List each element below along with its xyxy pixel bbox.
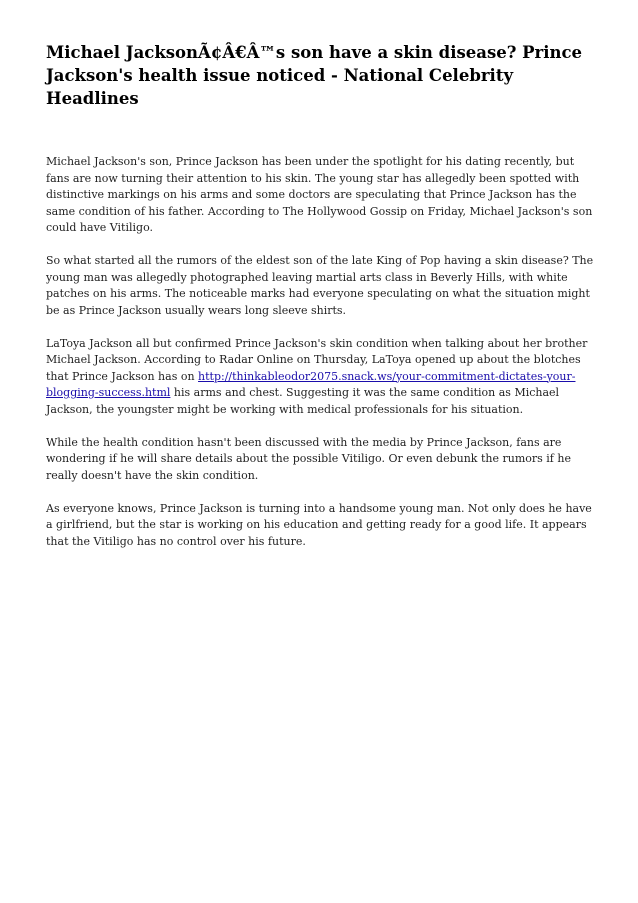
paragraph-2: So what started all the rumors of the eldest son of the late King of Pop having a skin disease? The young man was allegedly photographed leaving martial arts class in Beverly Hills, with white patches on his arms. The noticeable marks had everyone speculating on what the situation might be as Prince Jackson usually wears long sleeve shirts.	[46, 254, 594, 317]
paragraph-1: Michael Jackson's son, Prince Jackson has been under the spotlight for his dating recently, but fans are now turning their attention to his skin. The young star has allegedly been spotted with distinctive markings on his arms and some doctors are speculating that Prince Jackson has the same condition of his father. According to The Hollywood Gossip on Friday, Michael Jackson's son could have Vitiligo.	[46, 155, 593, 234]
article-body	[46, 154, 598, 567]
paragraph-4: While the health condition hasn't been discussed with the media by Prince Jackson, fans are wondering if he will share details about the possible Vitiligo. Or even debunk the rumors if he really doesn't have the skin condition.	[46, 435, 571, 482]
paragraph-3-text-start: LaToya Jackson all but confirmed Prince Jackson's skin condition when talking about her brother Michael Jackson. According to Radar Online on Thursday, LaToya opened up about the blotches that Prince Jackson has on	[46, 336, 588, 383]
paragraph-3-text-end: his arms and chest. Suggesting it was the same condition as Michael Jackson, the youngster might be working with medical professionals for his situation.	[46, 386, 560, 416]
article-title: Michael JacksonÃ¢Â€Â™s son have a skin disease? Prince Jackson's health issue noticed - National Celebrity Headlines	[46, 43, 583, 108]
paragraph-5: As everyone knows, Prince Jackson is turning into a handsome young man. Not only does he have a girlfriend, but the star is working on his education and getting ready for a good life. It appears that the Vitiligo has no control over his future.	[46, 501, 592, 548]
paragraph-3	[46, 336, 598, 419]
article-link[interactable]: http://thinkableodor2075.snack.ws/your-commitment-dictates-your-blogging-success.html	[46, 369, 576, 399]
